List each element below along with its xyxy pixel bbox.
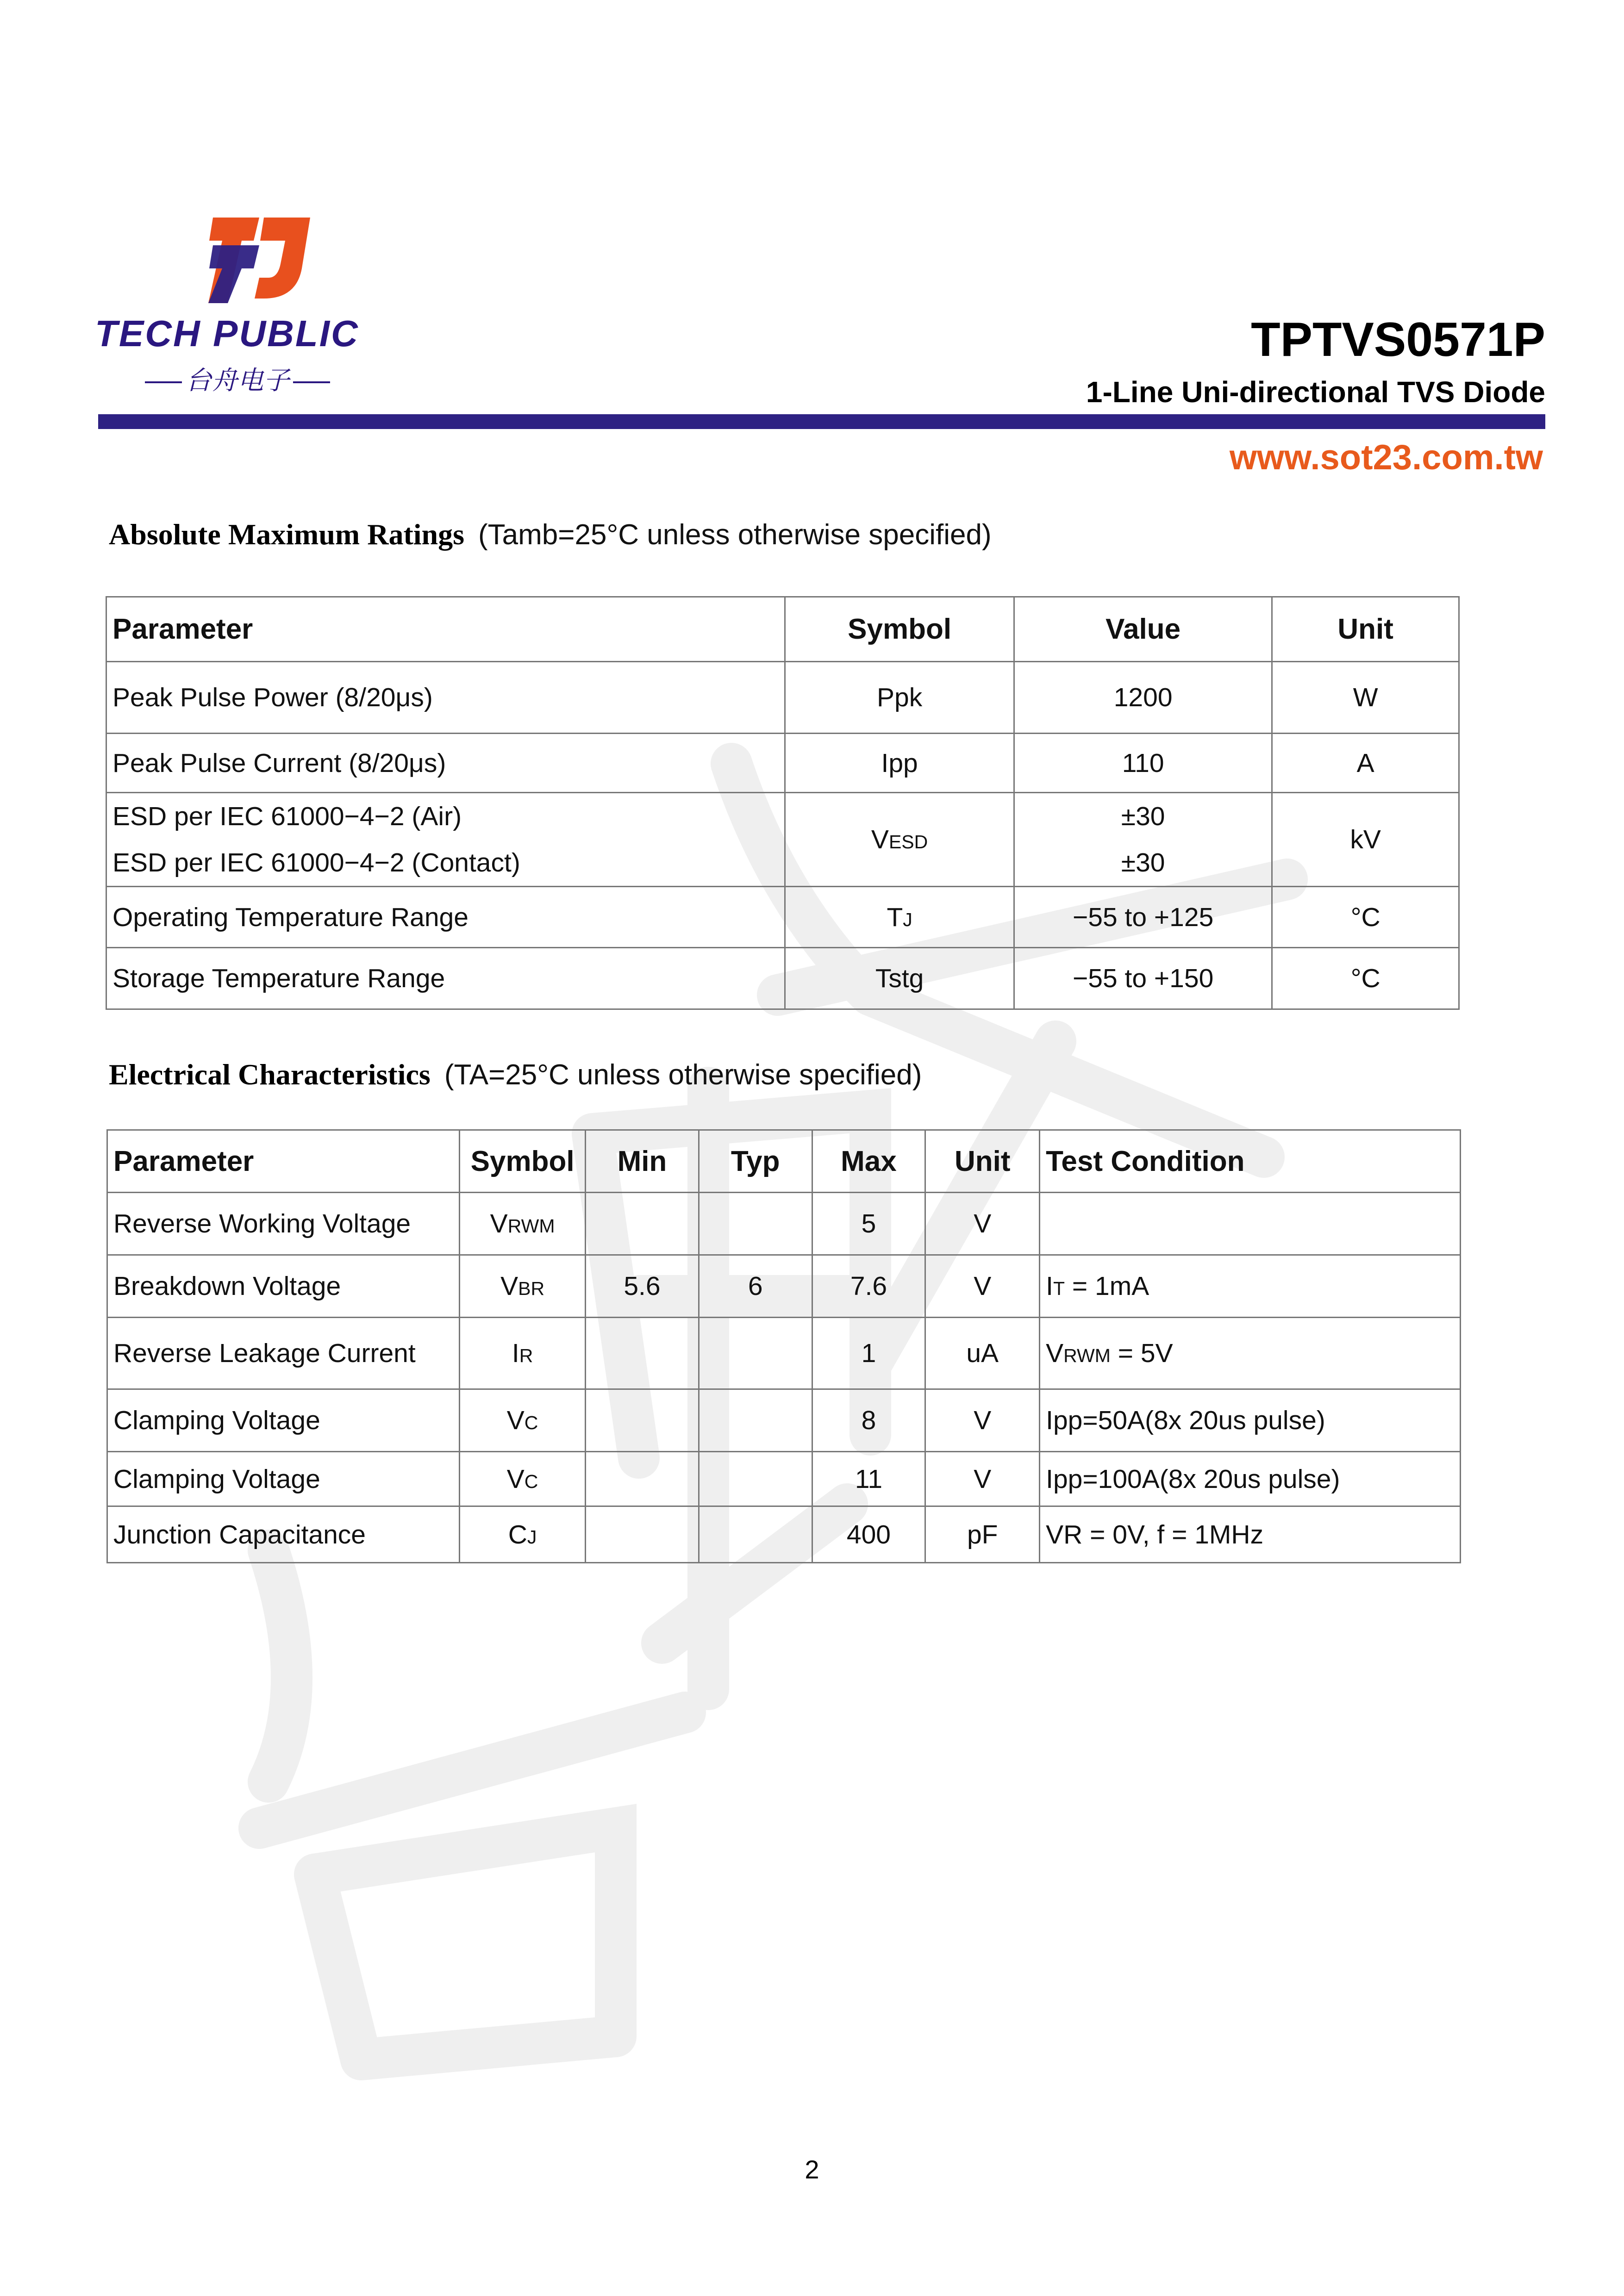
header-value: Value: [1014, 597, 1272, 662]
min-cell: [586, 1506, 699, 1563]
min-cell: 5.6: [586, 1255, 699, 1318]
company-logo: [95, 218, 391, 403]
amr-title: Absolute Maximum Ratings: [109, 518, 465, 551]
header-parameter: Parameter: [106, 597, 785, 662]
value-cell: 1200: [1014, 662, 1272, 734]
table-row: [106, 948, 1459, 1009]
amr-note: (Tamb=25°C unless otherwise specified): [478, 519, 992, 551]
max-cell: 1: [812, 1318, 925, 1389]
unit-cell: uA: [925, 1318, 1040, 1389]
header-symbol: Symbol: [460, 1130, 586, 1193]
symbol-cell: IR: [460, 1318, 586, 1389]
symbol-cell: VC: [460, 1452, 586, 1506]
param-cell: Peak Pulse Current (8/20μs): [106, 734, 785, 793]
typ-cell: [699, 1193, 812, 1255]
param-cell: [106, 793, 785, 887]
brand-sub: 台舟电子: [141, 360, 334, 397]
unit-cell: V: [925, 1255, 1040, 1318]
header-test-condition: Test Condition: [1040, 1130, 1461, 1193]
absolute-maximum-ratings-table: [106, 596, 1460, 1010]
header-min: Min: [586, 1130, 699, 1193]
table-row: [106, 887, 1459, 948]
value-cell: 110: [1014, 734, 1272, 793]
min-cell: [586, 1389, 699, 1452]
param-cell: Clamping Voltage: [107, 1452, 460, 1506]
table-header-row: [106, 597, 1459, 662]
param-cell: Breakdown Voltage: [107, 1255, 460, 1318]
symbol-cell: VC: [460, 1389, 586, 1452]
ec-section-title: [109, 1058, 922, 1092]
min-cell: [586, 1452, 699, 1506]
table-header-row: [107, 1130, 1461, 1193]
brand-name: TECH PUBLIC: [95, 313, 359, 354]
unit-cell: W: [1272, 662, 1459, 734]
condition-cell: IT = 1mA: [1040, 1255, 1461, 1318]
part-number: TPTVS0571P: [1251, 313, 1545, 367]
value-cell: −55 to +150: [1014, 948, 1272, 1009]
website-link[interactable]: www.sot23.com.tw: [1229, 438, 1543, 477]
value-line: ±30: [1121, 848, 1165, 877]
condition-cell: Ipp=50A(8x 20us pulse): [1040, 1389, 1461, 1452]
unit-cell: pF: [925, 1506, 1040, 1563]
symbol-cell: Ipp: [785, 734, 1014, 793]
ec-note: (TA=25°C unless otherwise specified): [444, 1059, 922, 1091]
table-row: [106, 662, 1459, 734]
page-number: 2: [805, 2155, 819, 2184]
value-cell: [1014, 793, 1272, 887]
symbol-cell: CJ: [460, 1506, 586, 1563]
max-cell: 400: [812, 1506, 925, 1563]
header-rule: [98, 414, 1545, 429]
param-cell: Peak Pulse Power (8/20μs): [106, 662, 785, 734]
unit-cell: °C: [1272, 887, 1459, 948]
table-row: [107, 1452, 1461, 1506]
typ-cell: [699, 1389, 812, 1452]
max-cell: 7.6: [812, 1255, 925, 1318]
param-cell: Storage Temperature Range: [106, 948, 785, 1009]
max-cell: 8: [812, 1389, 925, 1452]
header-max: Max: [812, 1130, 925, 1193]
table-row: [106, 793, 1459, 887]
symbol-cell: Ppk: [785, 662, 1014, 734]
condition-cell: VR = 0V, f = 1MHz: [1040, 1506, 1461, 1563]
value-cell: −55 to +125: [1014, 887, 1272, 948]
max-cell: 5: [812, 1193, 925, 1255]
param-cell: Reverse Working Voltage: [107, 1193, 460, 1255]
param-line: ESD per IEC 61000−4−2 (Air): [112, 802, 462, 831]
tech-public-logo-icon: [199, 218, 310, 310]
condition-cell: VRWM = 5V: [1040, 1318, 1461, 1389]
table-row: [107, 1506, 1461, 1563]
electrical-characteristics-table: [106, 1129, 1461, 1563]
typ-cell: 6: [699, 1255, 812, 1318]
param-line: ESD per IEC 61000−4−2 (Contact): [112, 848, 520, 877]
table-row: [107, 1255, 1461, 1318]
unit-cell: °C: [1272, 948, 1459, 1009]
symbol-cell: VESD: [785, 793, 1014, 887]
header-parameter: Parameter: [107, 1130, 460, 1193]
symbol-cell: VRWM: [460, 1193, 586, 1255]
header-symbol: Symbol: [785, 597, 1014, 662]
table-row: [107, 1389, 1461, 1452]
typ-cell: [699, 1452, 812, 1506]
symbol-cell: VBR: [460, 1255, 586, 1318]
header-typ: Typ: [699, 1130, 812, 1193]
param-cell: Clamping Voltage: [107, 1389, 460, 1452]
header-unit: Unit: [1272, 597, 1459, 662]
typ-cell: [699, 1318, 812, 1389]
table-row: [106, 734, 1459, 793]
table-row: [107, 1193, 1461, 1255]
value-line: ±30: [1121, 802, 1165, 831]
table-row: [107, 1318, 1461, 1389]
symbol-cell: TJ: [785, 887, 1014, 948]
typ-cell: [699, 1506, 812, 1563]
param-cell: Reverse Leakage Current: [107, 1318, 460, 1389]
param-cell: Operating Temperature Range: [106, 887, 785, 948]
unit-cell: kV: [1272, 793, 1459, 887]
min-cell: [586, 1318, 699, 1389]
amr-section-title: [109, 517, 992, 552]
unit-cell: V: [925, 1452, 1040, 1506]
symbol-cell: Tstg: [785, 948, 1014, 1009]
condition-cell: [1040, 1193, 1461, 1255]
ec-title: Electrical Characteristics: [109, 1058, 431, 1091]
param-cell: Junction Capacitance: [107, 1506, 460, 1563]
header-unit: Unit: [925, 1130, 1040, 1193]
condition-cell: Ipp=100A(8x 20us pulse): [1040, 1452, 1461, 1506]
unit-cell: V: [925, 1389, 1040, 1452]
min-cell: [586, 1193, 699, 1255]
unit-cell: A: [1272, 734, 1459, 793]
part-subtitle: 1-Line Uni-directional TVS Diode: [1086, 375, 1545, 409]
unit-cell: V: [925, 1193, 1040, 1255]
max-cell: 11: [812, 1452, 925, 1506]
